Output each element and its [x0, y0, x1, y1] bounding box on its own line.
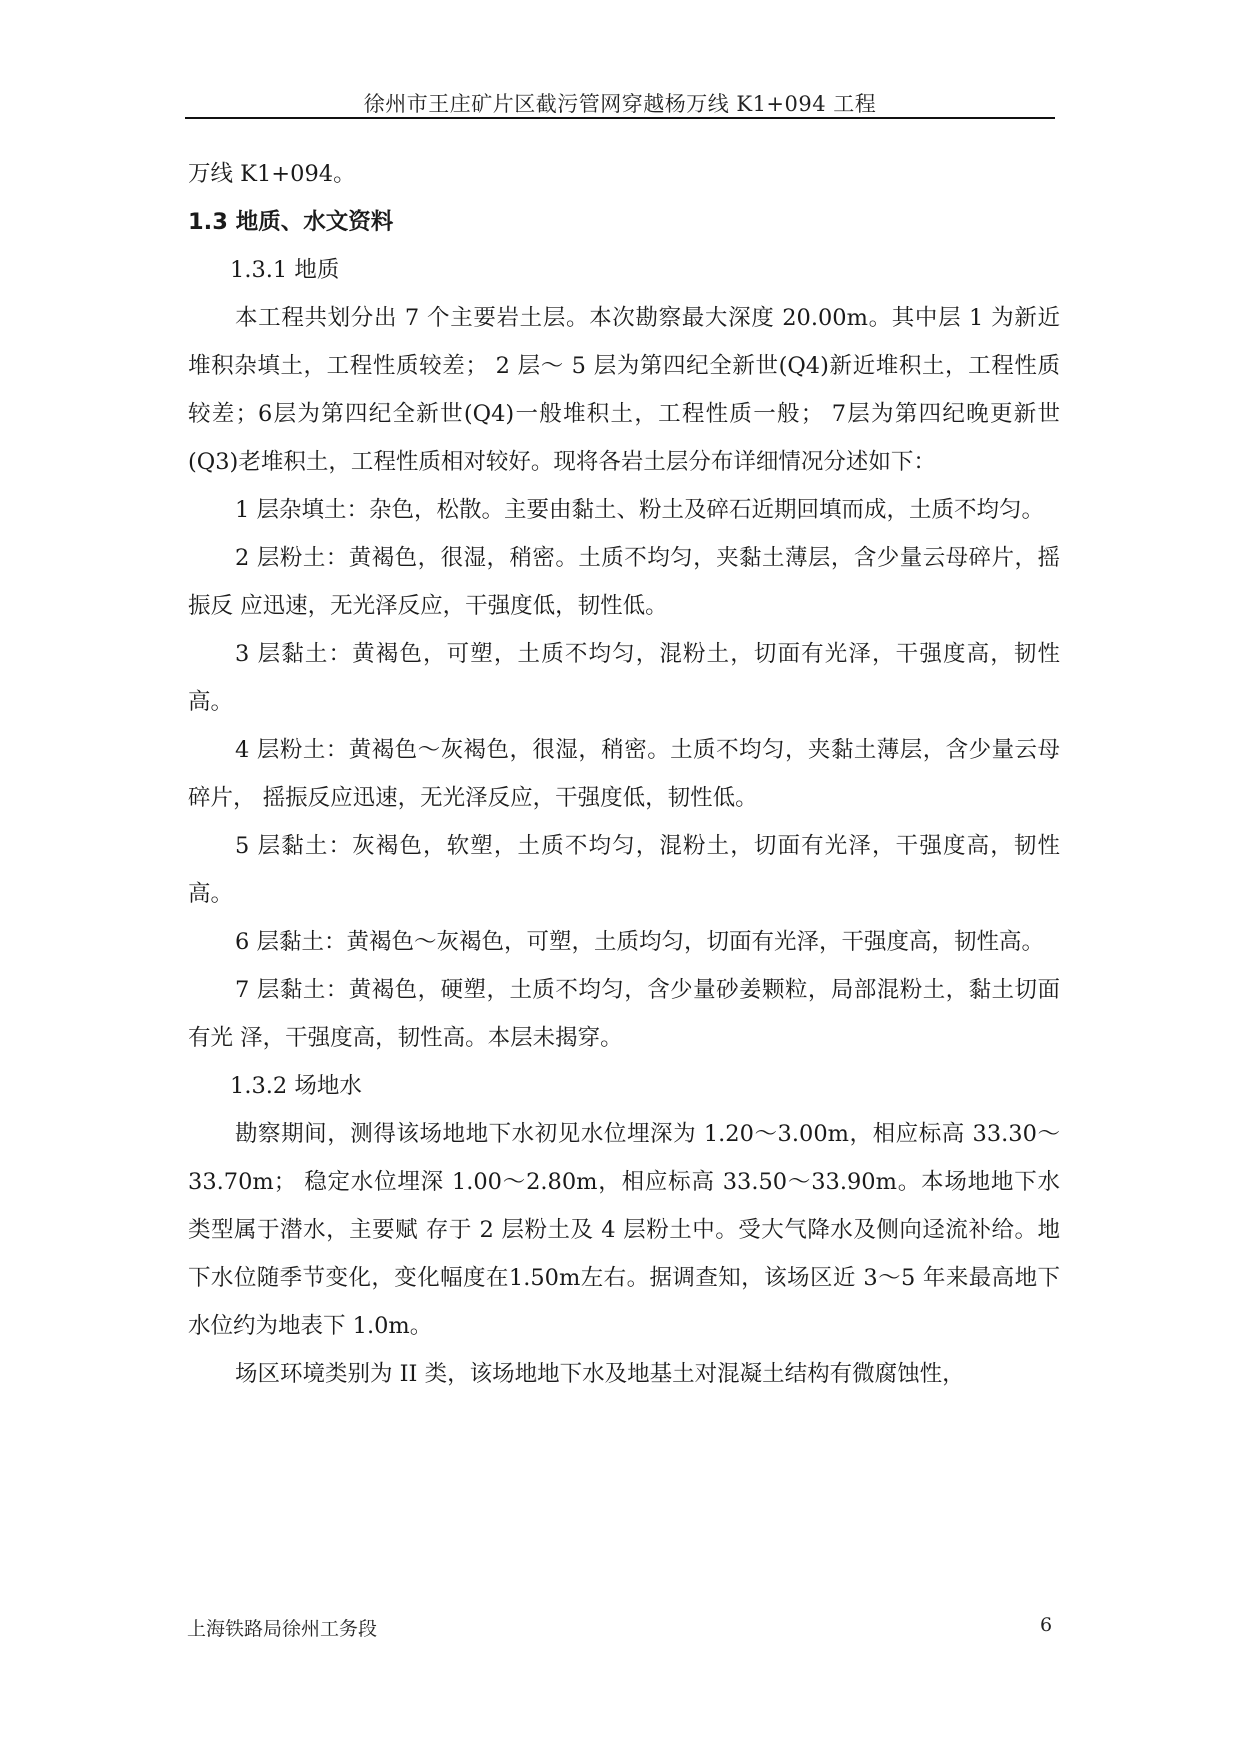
environment-class-paragraph: 场区环境类别为 II 类，该场地地下水及地基土对混凝土结构有微腐蚀性，	[235, 1361, 965, 1387]
section-heading: 1.3 地质、水文资料	[188, 209, 394, 235]
geology-intro-paragraph: 本工程共划分出 7 个主要岩土层。本次勘察最大深度 20.00m。其中层 1 为新近堆积杂填土，工程性质较差； 2 层～ 5 层为第四纪全新世(Q4)新近堆积土，工程性质较差；6层为第四纪全新世(Q4)一般堆积土，工程性质一般； 7层为第四纪晚更新世(Q3)老堆积土，工程性质相对较好。现将各岩土层分布详细情况分述如下：	[188, 305, 1060, 475]
footer-page-number: 6	[1040, 1614, 1053, 1636]
document-body	[188, 150, 1060, 1398]
page-header-title: 徐州市王庄矿片区截污管网穿越杨万线 K1+094 工程	[363, 92, 877, 116]
layer-4-paragraph: 4 层粉土：黄褐色～灰褐色，很湿，稍密。土质不均匀，夹黏土薄层，含少量云母碎片， 摇振反应迅速，无光泽反应，干强度低，韧性低。	[188, 737, 1060, 811]
layer-7-paragraph: 7 层黏土：黄褐色，硬塑，土质不均匀，含少量砂姜颗粒，局部混粉土，黏土切面有光 泽，干强度高，韧性高。本层未揭穿。	[188, 977, 1060, 1051]
layer-2-paragraph: 2 层粉土：黄褐色，很湿，稍密。土质不均匀，夹黏土薄层，含少量云母碎片，摇振反 应迅速，无光泽反应，干强度低，韧性低。	[188, 545, 1060, 619]
continuation-text: 万线 K1+094。	[188, 161, 356, 187]
layer-3-paragraph: 3 层黏土：黄褐色，可塑，土质不均匀，混粉土，切面有光泽，干强度高，韧性高。	[188, 641, 1060, 715]
header-divider	[185, 117, 1055, 119]
layer-6-paragraph: 6 层黏土：黄褐色～灰褐色，可塑，土质均匀，切面有光泽，干强度高，韧性高。	[235, 929, 1044, 955]
layer-1-paragraph: 1 层杂填土：杂色，松散。主要由黏土、粉土及碎石近期回填而成，土质不均匀。	[235, 497, 1044, 523]
layer-5-paragraph: 5 层黏土：灰褐色，软塑，土质不均匀，混粉土，切面有光泽，干强度高，韧性高。	[188, 833, 1060, 907]
groundwater-paragraph: 勘察期间，测得该场地地下水初见水位埋深为 1.20～3.00m，相应标高 33.30～33.70m； 稳定水位埋深 1.00～2.80m，相应标高 33.50～33.90m。本场地地下水类型属于潜水，主要赋 存于 2 层粉土及 4 层粉土中。受大气降水及侧向迳流补给。地下水位随季节变化，变化幅度在1.50m左右。据调查知，该场区近 3～5 年来最高地下水位约为地表下 1.0m。	[188, 1121, 1060, 1339]
footer-organization: 上海铁路局徐州工务段	[187, 1618, 378, 1640]
subsection-heading-groundwater: 1.3.2 场地水	[230, 1073, 362, 1099]
subsection-heading-geology: 1.3.1 地质	[230, 257, 340, 283]
